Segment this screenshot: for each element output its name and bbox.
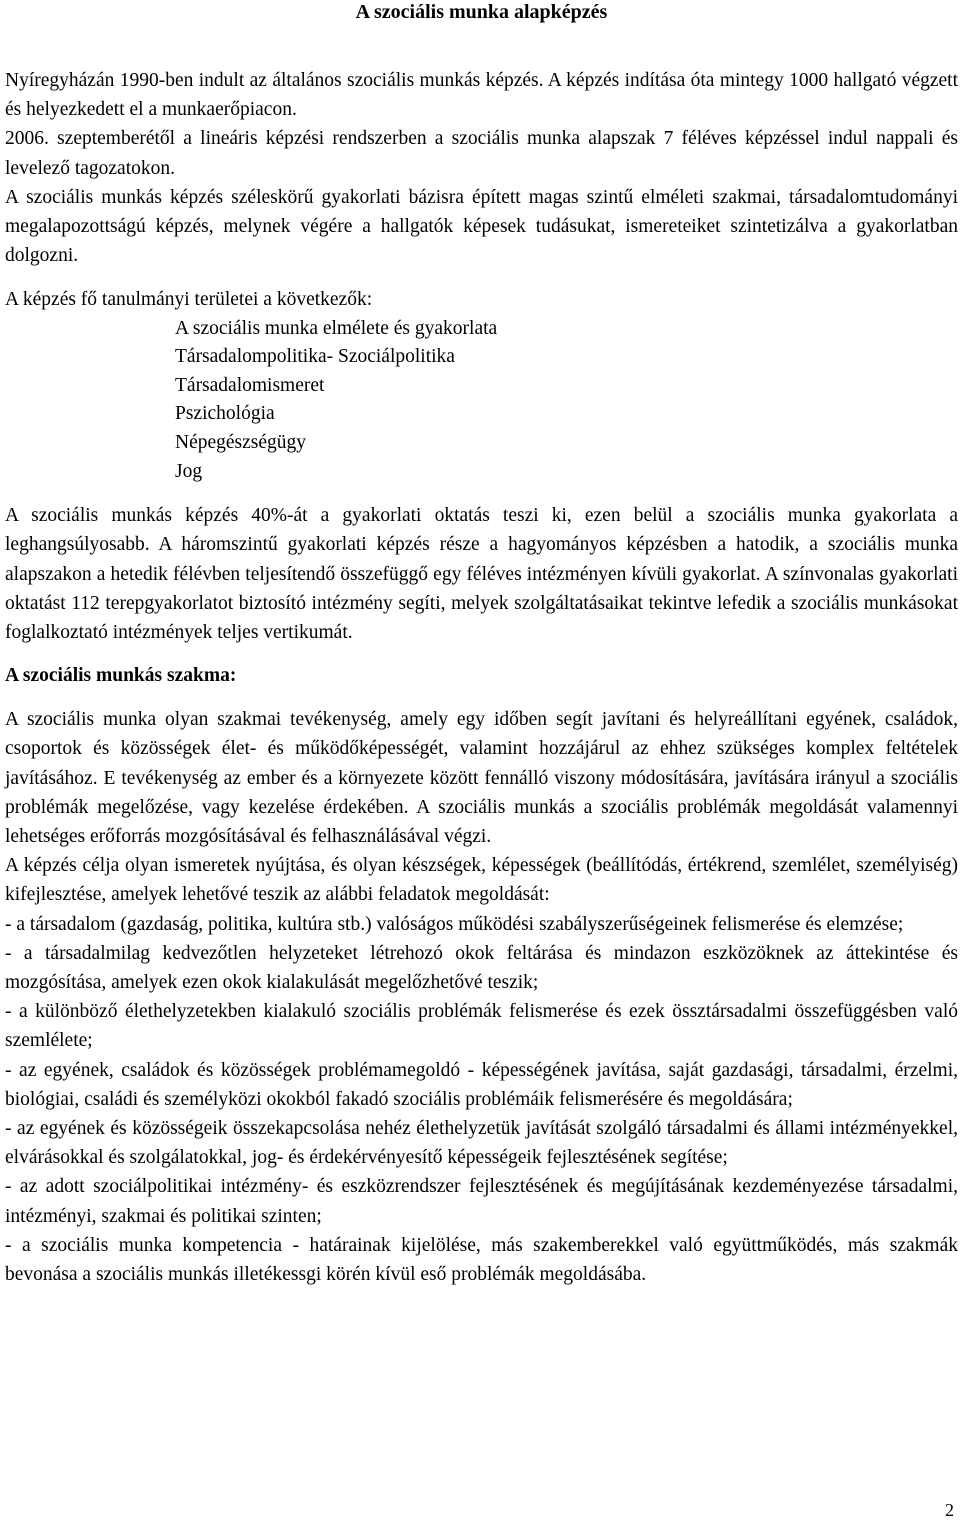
study-areas-list: [5, 315, 958, 487]
study-areas-lead: A képzés fő tanulmányi területei a következők:: [5, 289, 373, 311]
section-heading: A szociális munkás szakma:: [5, 665, 237, 687]
practice-paragraph: A szociális munkás képzés 40%-át a gyakorlati oktatás teszi ki, ezen belül a szociális munka gyakorlata a leghangsúlyosabb. A háromszintű gyakorlati képzés része a hagyományos képzésben a hatodik, a szociális munka alapszakon a hetedik félévben teljesítendő összefüggő egy féléves intézményen kívüli gyakorlat. A színvonalas gyakorlati oktatást 112 terepgyakorlatot biztosító intézmény segíti, melyek szolgáltatásaikat tekintve lefedik a szociális munkásokat foglalkoztató intézmények teljes vertikumát.: [5, 505, 958, 643]
study-area-item: A szociális munka elmélete és gyakorlata: [175, 317, 498, 339]
spacer: [5, 486, 958, 501]
profession-paragraph-2: A képzés célja olyan ismeretek nyújtása, és olyan készségek, képességek (beállítódás, értékrend, szemlélet, személyiség) kifejlesztése, amelyek lehetővé teszik az alábbi feladatok megoldását:: [5, 855, 958, 906]
profession-paragraph-1: A szociális munka olyan szakmai tevékenység, amely egy időben segít javítani és helyreállítani egyének, családok, csoportok és közösségek élet- és működőképességét, valamint hozzájárul az ehhez szükséges komplex feltételek javításához. E tevékenység az ember és a környezete között fennálló viszony módosítására, javítására irányul a szociális problémák megelőzése, vagy kezelése érdekében. A szociális munkás a szociális problémák megoldását valamennyi lehetséges erőforrás mozgósításával és felhasználásával végzi.: [5, 709, 958, 848]
study-area-item: Pszichológia: [175, 403, 275, 425]
task-item: - az egyének és közösségeik összekapcsolása nehéz élethelyzetük javítását szolgáló társadalmi és állami intézményekkel, elvárásokkal és szolgálatokkal, jog- és érdekérvényesítő képességeik fejlesztésének segítése;: [5, 1118, 958, 1169]
intro-paragraph-2: 2006. szeptemberétől a lineáris képzési rendszerben a szociális munka alapszak 7 féléves képzéssel indul nappali és levelező tagozatokon.: [5, 128, 958, 179]
task-item: - a társadalmilag kedvezőtlen helyzeteket létrehozó okok feltárása és mindazon eszközöknek az áttekintése és mozgósítása, amelyek ezen okok kialakulását megelőzhetővé teszik;: [5, 942, 958, 994]
document-page: [5, 0, 958, 1289]
study-area-item: Népegészségügy: [175, 432, 307, 453]
task-item: - a szociális munka kompetencia - határainak kijelölése, más szakemberekkel való együttműködés, más szakmák bevonása a szociális munkás illetékessgi körén kívül eső problémák megoldásába.: [5, 1234, 958, 1286]
task-item: - az egyének, családok és közösségek problémamegoldó - képességének javítása, saját gazdasági, társadalmi, érzelmi, biológiai, családi és személyközi okokból fakadó szociális problémáik felismerésére és megoldására;: [5, 1059, 958, 1110]
intro-paragraph-1: Nyíregyházán 1990-ben indult az általános szociális munkás képzés. A képzés indítása óta mintegy 1000 hallgató végzett és helyezkedett el a munkaerőpiacon.: [5, 70, 958, 121]
spacer: [5, 270, 958, 285]
study-area-item: Társadalomismeret: [175, 374, 325, 396]
spacer: [5, 24, 958, 66]
spacer: [5, 647, 958, 662]
spacer: [5, 690, 958, 705]
task-item: - a társadalom (gazdaság, politika, kultúra stb.) valóságos működési szabályszerűségeinek felismerése és elemzése;: [5, 913, 904, 935]
task-item: - az adott szociálpolitikai intézmény- és eszközrendszer fejlesztésének és megújításának kezdeményezése társadalmi, intézményi, szakmai és politikai szinten;: [5, 1176, 958, 1227]
study-area-item: Társadalompolitika- Szociálpolitika: [175, 346, 455, 368]
intro-paragraph-3: A szociális munkás képzés széleskörű gyakorlati bázisra épített magas szintű elméleti szakmai, társadalomtudományi megalapozottságú képzés, melynek végére a hallgatók képesek tudásukat, ismereteiket szintetizálva a gyakorlatban dolgozni.: [5, 186, 958, 267]
page-number: 2: [945, 1500, 954, 1520]
task-item: - a különböző élethelyzetekben kialakuló szociális problémák felismerése és ezek össztársadalmi összefüggésben való szemlélete;: [5, 1001, 958, 1052]
document-title: A szociális munka alapképzés: [355, 1, 608, 23]
study-area-item: Jog: [175, 460, 203, 482]
